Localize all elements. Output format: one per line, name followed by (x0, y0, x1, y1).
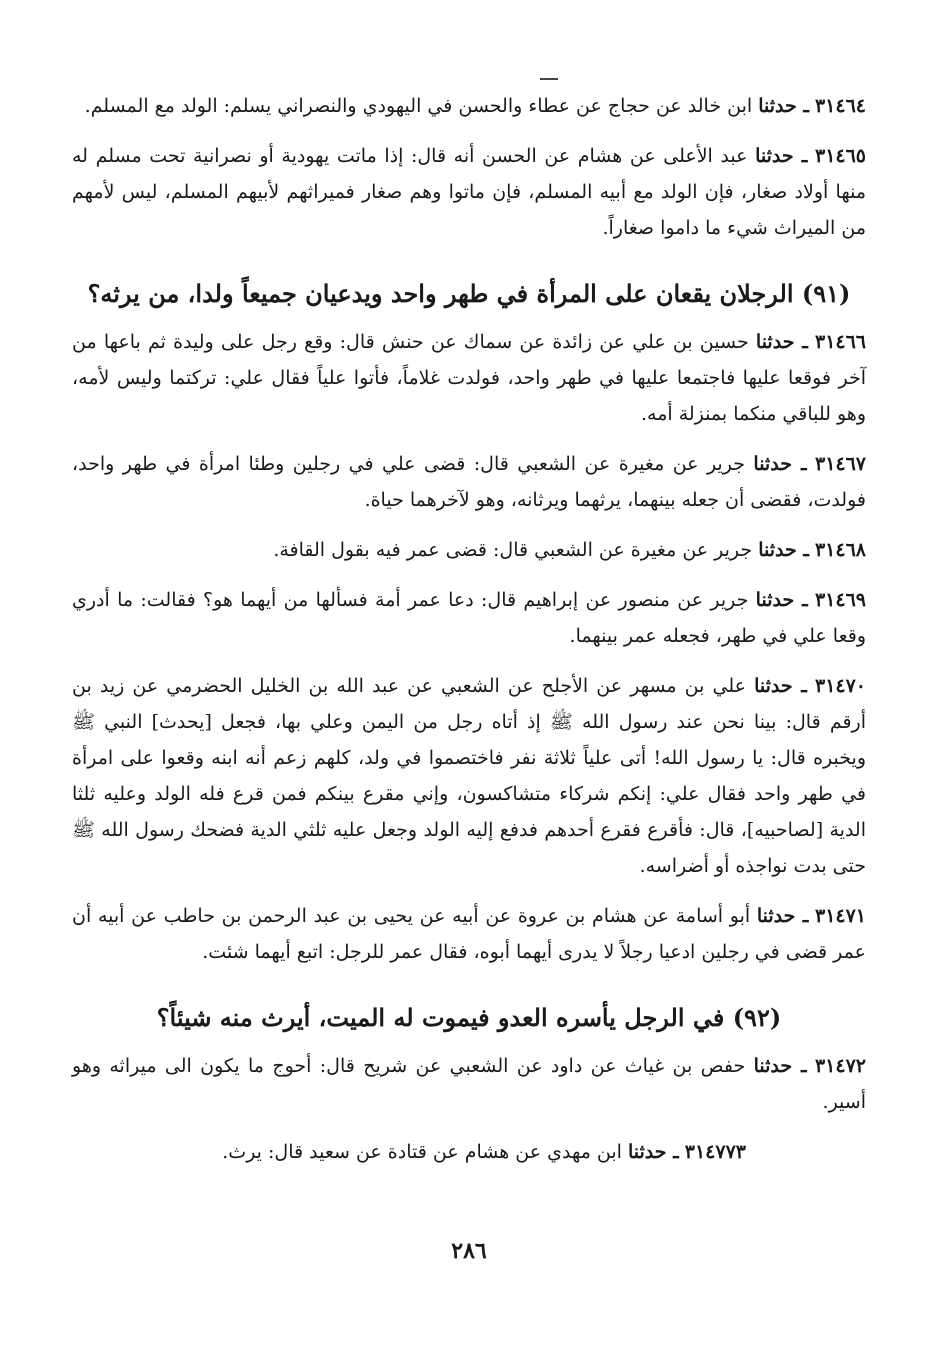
hadith-lead: ـ حدثنا (753, 453, 807, 475)
hadith-lead: ـ حدثنا (753, 1055, 807, 1077)
hadith-number: ٣١٤٧٧٣ (684, 1141, 746, 1163)
hadith-lead: ـ حدثنا (755, 589, 808, 611)
page-number: ٢٨٦ (451, 1238, 487, 1264)
hadith-paragraph (72, 88, 866, 124)
hadith-paragraph (72, 446, 866, 518)
hadith-number: ٣١٤٦٥ (814, 145, 867, 167)
hadith-paragraph (72, 1048, 866, 1120)
hadith-text: حفص بن غياث عن داود عن الشعبي عن شريح قال: أحوج ما يكون الى ميراثه وهو أسير. (72, 1055, 866, 1113)
hadith-text: عبد الأعلى عن هشام عن الحسن أنه قال: إذا ماتت يهودية أو نصرانية تحت مسلم له منها أولاد صغار، فإن الولد مع أبيه المسلم، فإن ماتوا وهم صغار فميراثهم لأبيهم المسلم، ليس لأمهم من الميراث شيء ما داموا صغاراً. (72, 145, 866, 239)
chapter-heading-92: (٩٢) في الرجل يأسره العدو فيموت له الميت، أيرث منه شيئاً؟ (156, 1003, 782, 1032)
hadith-text: ابن مهدي عن هشام عن قتادة عن سعيد قال: يرث. (222, 1141, 622, 1163)
hadith-lead: ـ حدثنا (756, 905, 809, 927)
hadith-number: ٣١٤٧٠ (814, 675, 867, 697)
chapter-heading-91: (٩١) الرجلان يقعان على المرأة في طهر واحد ويدعيان جميعاً ولدا، من يرثه؟ (87, 279, 851, 308)
hadith-paragraph (72, 668, 866, 884)
hadith-number: ٣١٤٦٧ (814, 453, 867, 475)
hadith-text: جرير عن منصور عن إبراهيم قال: دعا عمر أمة فسألها من أيهما هو؟ فقالت: ما أدري وقعا علي في طهر، فجعله عمر بينهما. (72, 589, 866, 647)
top-ornament (540, 78, 558, 80)
hadith-paragraph (72, 898, 866, 970)
hadith-lead: ـ حدثنا (755, 145, 808, 167)
hadith-number: ٣١٤٦٨ (814, 539, 866, 561)
hadith-number: ٣١٤٦٦ (814, 331, 867, 353)
hadith-number: ٣١٤٦٤ (814, 95, 866, 117)
hadith-lead: ـ حدثنا (758, 95, 809, 117)
hadith-number: ٣١٤٧١ (814, 905, 867, 927)
hadith-text: حسين بن علي عن زائدة عن سماك عن حنش قال: وقع رجل على وليدة ثم باعها من آخر فوقعا عليها فاجتمعا عليها في طهر واحد، فولدت غلاماً، فأتوا علياً فقال علي: تركتما وليس لأمه، وهو للباقي منكما بمنزلة أمه. (72, 331, 866, 425)
hadith-text: جرير عن مغيرة عن الشعبي قال: قضى علي في رجلين وطئا امرأة في طهر واحد، فولدت، فقضى أن جعله بينهما، يرثهما ويرثانه، وهو لآخرهما حياة. (72, 453, 866, 511)
hadith-number: ٣١٤٦٩ (814, 589, 866, 611)
hadith-text: علي بن مسهر عن الأجلح عن الشعبي عن عبد الله بن الخليل الحضرمي عن زيد بن أرقم قال: بينا نحن عند رسول الله ﷺ إذ أتاه رجل من اليمن وعلي بها، فجعل [يحدث] النبي ﷺ ويخبره قال: يا رسول الله! أتى علياً ثلاثة نفر فاختصموا في ولد، كلهم زعم أنه ابنه وقعوا على امرأة في طهر واحد فقال علي: إنكم شركاء متشاكسون، وإني مقرع بينكم فمن قرع فله الولد وعليه ثلثا الدية [لصاحبيه]، قال: فأقرع فقرع أحدهم فدفع إليه الولد وجعل عليه ثلثي الدية فضحك رسول الله ﷺ حتى بدت نواجذه أو أضراسه. (72, 675, 866, 877)
hadith-lead: ـ حدثنا (754, 675, 807, 697)
hadith-text: جرير عن مغيرة عن الشعبي قال: قضى عمر فيه بقول القافة. (273, 539, 753, 561)
hadith-text: أبو أسامة عن هشام بن عروة عن أبيه عن يحيى بن عبد الرحمن بن حاطب عن أبيه أن عمر قضى في رجلين ادعيا رجلاً لا يدرى أيهما أبوه، فقال عمر للرجل: اتبع أيهما شئت. (72, 905, 866, 963)
hadith-lead: ـ حدثنا (758, 539, 809, 561)
hadith-paragraph (72, 582, 866, 654)
hadith-paragraph (72, 324, 866, 432)
hadith-lead: ـ حدثنا (628, 1141, 679, 1163)
hadith-text: ابن خالد عن حجاج عن عطاء والحسن في اليهودي والنصراني يسلم: الولد مع المسلم. (84, 95, 753, 117)
hadith-number: ٣١٤٧٢ (814, 1055, 866, 1077)
hadith-paragraph (72, 1134, 866, 1170)
hadith-paragraph (72, 532, 866, 568)
hadith-lead: ـ حدثنا (755, 331, 808, 353)
hadith-paragraph (72, 138, 866, 246)
